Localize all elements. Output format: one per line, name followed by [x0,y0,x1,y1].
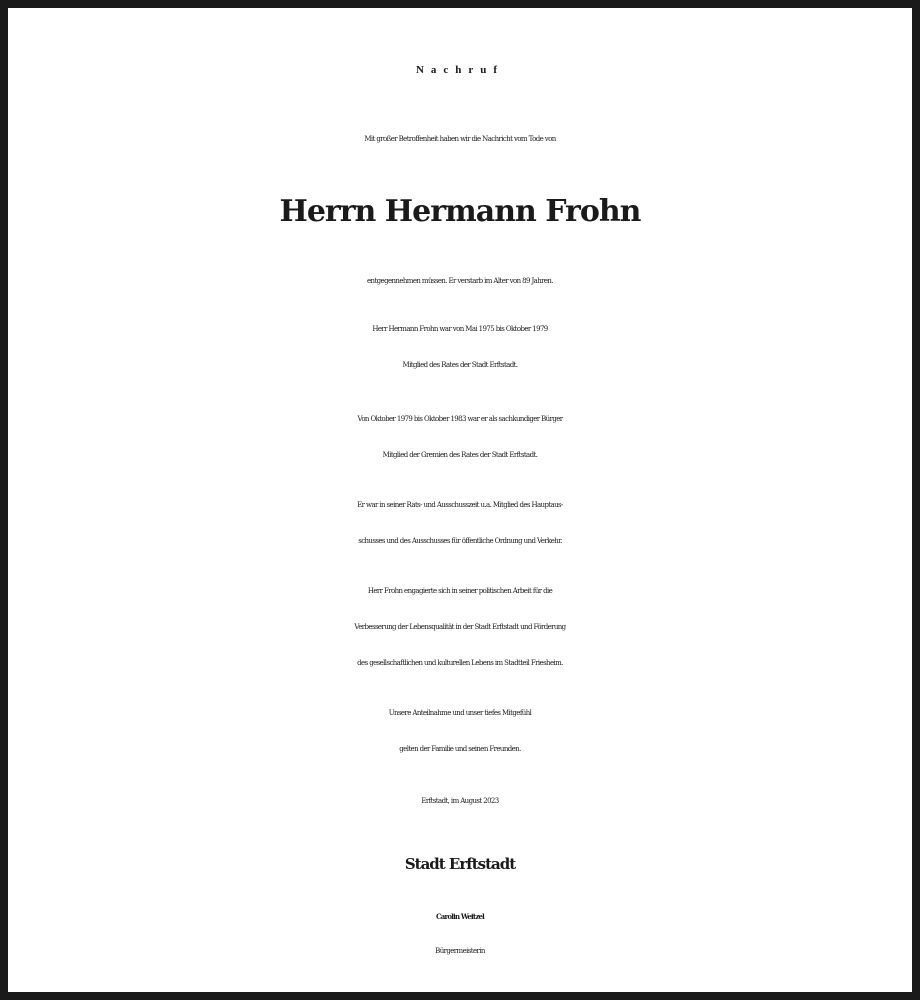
paragraph-line: Unsere Anteilnahme und unser tiefes Mitgefühl [388,709,532,717]
paragraph-line: schusses und des Ausschusses für öffentliche Ordnung und Verkehr. [358,537,562,545]
place-date: Erftstadt, im August 2023 [421,797,499,805]
paragraph-line: Er war in seiner Rats- und Ausschusszeit u.a. Mitglied des Hauptaus- [357,501,563,509]
paragraph-line: Herr Frohn engagierte sich in seiner politischen Arbeit für die [367,587,553,595]
paragraph-line: gelten der Familie und seinen Freunden. [399,745,521,753]
intro-text: Mit großer Betroffenheit haben wir die Nachricht vom Tode von [364,135,556,143]
signer-name: Carolin Weitzel [435,912,485,921]
paragraph-line: Mitglied der Gremien des Rates der Stadt Erftstadt. [382,451,538,459]
paragraph-line: Mitglied des Rates der Stadt Erftstadt. [402,361,518,369]
paragraph-line: Verbesserung der Lebensqualität in der Stadt Erftstadt und Förderung [354,623,566,631]
signer-title: Bürgermeisterin [435,947,485,955]
death-statement: entgegennehmen müssen. Er verstarb im Alter von 89 Jahren. [367,277,553,285]
deceased-name: Herrn Hermann Frohn [279,194,641,229]
paragraph-line: Herr Hermann Frohn war von Mai 1975 bis Oktober 1979 [372,325,548,333]
organization-name: Stadt Erftstadt [404,855,516,873]
notice-title: Nachruf [415,64,505,76]
paragraph-line: des gesellschaftlichen und kulturellen Lebens im Stadtteil Friesheim. [357,659,563,667]
paragraph-line: Von Oktober 1979 bis Oktober 1983 war er als sachkundiger Bürger [357,415,563,423]
